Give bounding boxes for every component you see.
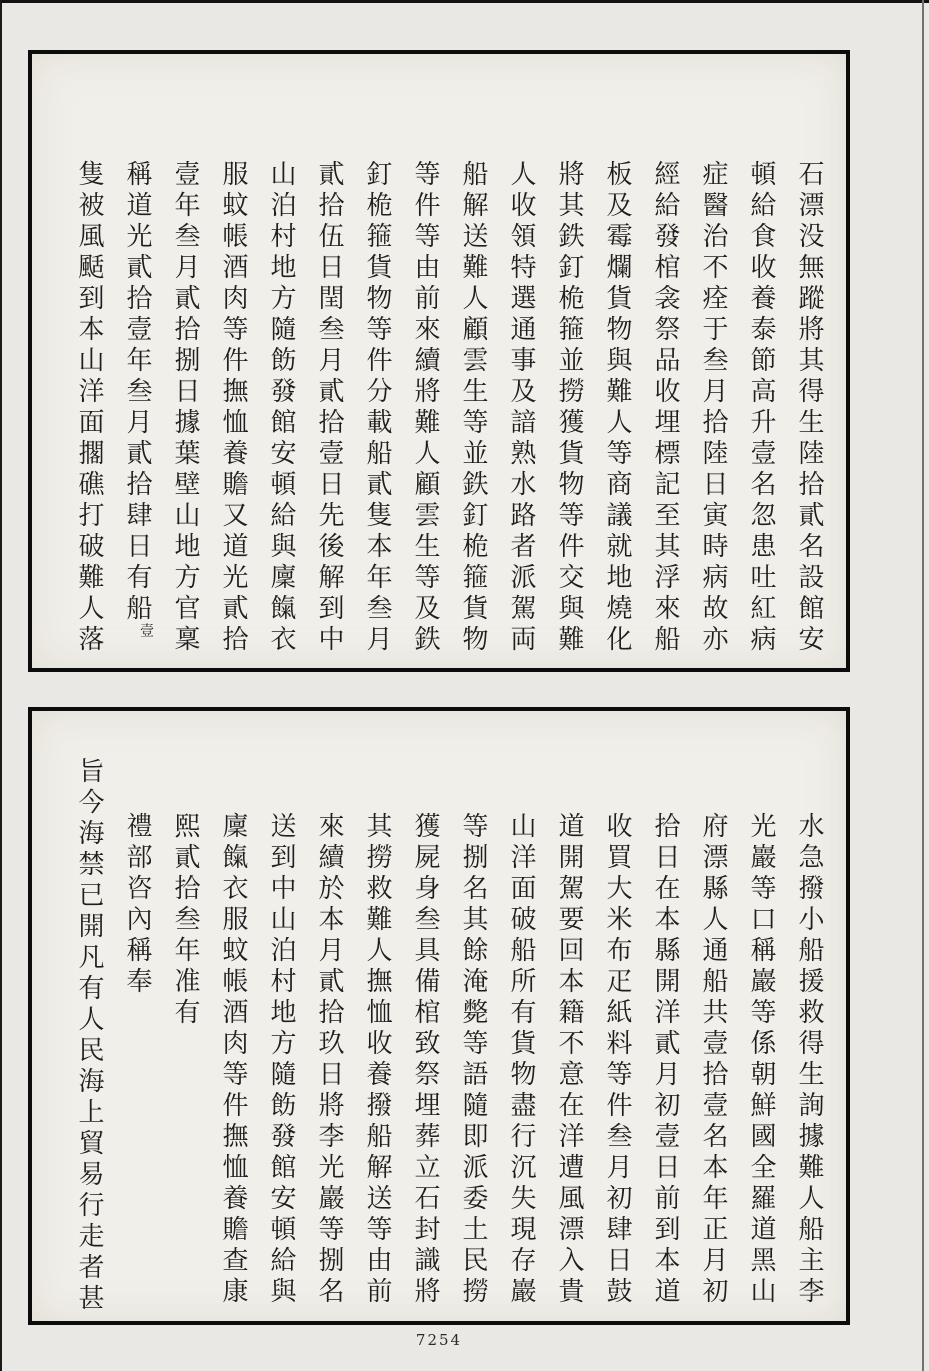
text-column: 貳拾伍日閏叁月貳拾壹日先後解到中 (314, 160, 344, 656)
text-column: 壹年叁月貳拾捌日據葉壁山地方官稟 (170, 160, 200, 656)
text-column: 人收領特選通事及諳熟水路者派駕両 (506, 160, 536, 656)
text-column: 頓給食收養泰節高升壹名忽患吐紅病 (746, 160, 776, 656)
text-column: 來續於本月貳拾玖日將李光巖等捌名 (314, 812, 344, 1308)
text-column: 拾日在本縣開洋貳月初壹日前到本道 (650, 812, 680, 1308)
upper-text-panel (28, 50, 850, 672)
text-column: 廩餼衣服蚊帳酒肉等件撫恤養贍查康 (218, 812, 248, 1308)
text-column: 稱道光貳拾壹年叁月貳拾肆日有船壹 (122, 160, 154, 638)
text-column: 將其鉄釘桅箍並撈獲貨物等件交與難 (554, 160, 584, 656)
text-column: 板及霉爛貨物與難人等商議就地燒化 (602, 160, 632, 656)
text-column: 症醫治不痊于叁月拾陸日寅時病故亦 (698, 160, 728, 656)
text-column: 釘桅箍貨物等件分載船貳隻本年叁月 (362, 160, 392, 656)
text-column: 服蚊帳酒肉等件撫恤養贍又道光貳拾 (218, 160, 248, 656)
text-column: 旨今海禁已開凡有人民海上貿易行走者甚 (74, 757, 104, 1315)
text-column: 獲屍身叁具備棺致祭埋葬立石封識將 (410, 812, 440, 1308)
photo-edge-left (0, 0, 2, 1371)
text-column: 隻被風颳到本山洋面擱礁打破難人落 (74, 160, 104, 656)
text-column: 船解送難人顧雲生等並鉄釘桅箍貨物 (458, 160, 488, 656)
text-column: 石漂没無蹤將其得生陸拾貳名設館安 (794, 160, 824, 656)
text-column: 等件等由前來續將難人顧雲生等及鉄 (410, 160, 440, 656)
inserted-correction-char: 壹 (138, 623, 154, 638)
text-column: 山泊村地方隨飭發館安頓給與廩餼衣 (266, 160, 296, 656)
text-column: 收買大米布疋紙料等件叁月初肆日鼓 (602, 812, 632, 1308)
text-column: 熙貳拾叁年准有 (170, 812, 200, 1029)
text-column: 其撈救難人撫恤收養撥船解送等由前 (362, 812, 392, 1308)
text-column: 經給發棺衾祭品收埋標記至其浮來船 (650, 160, 680, 656)
text-column: 禮部咨內稱奉 (122, 812, 152, 998)
text-column: 府漂縣人通船共壹拾壹名本年正月初 (698, 812, 728, 1308)
text-column: 等捌名其餘淹斃等語隨即派委土民撈 (458, 812, 488, 1308)
text-column: 道開駕要回本籍不意在洋遭風漂入貴 (554, 812, 584, 1308)
photo-edge-top (0, 0, 929, 3)
text-column: 水急撥小船援救得生詢據難人船主李 (794, 812, 824, 1308)
page-number: 7254 (415, 1331, 463, 1349)
text-column: 光巖等口稱巖等係朝鮮國全羅道黑山 (746, 812, 776, 1308)
upper-panel-columns (32, 54, 846, 668)
lower-text-panel (28, 707, 850, 1325)
lower-panel-columns (32, 711, 846, 1321)
text-column: 山洋面破船所有貨物盡行沉失現存巖 (506, 812, 536, 1308)
photo-edge-right (922, 0, 924, 1371)
text-column: 送到中山泊村地方隨飭發館安頓給與 (266, 812, 296, 1308)
